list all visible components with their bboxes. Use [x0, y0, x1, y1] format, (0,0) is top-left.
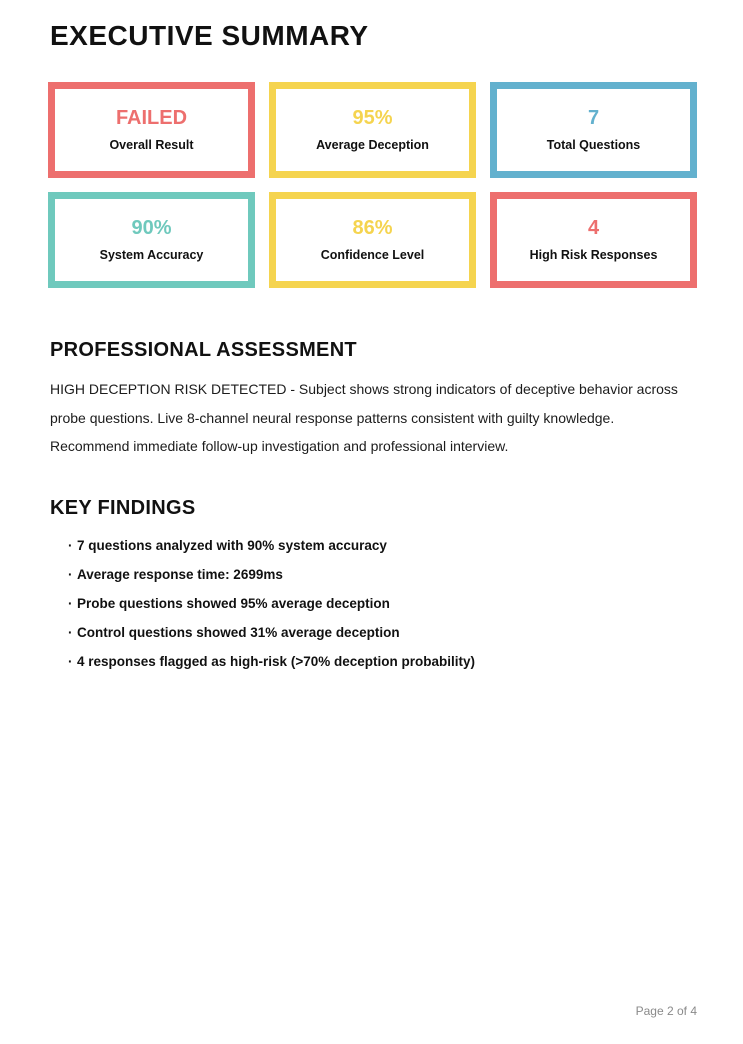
stat-label: Average Deception	[316, 138, 429, 153]
key-finding-item: · Probe questions showed 95% average deception	[68, 597, 695, 611]
stat-value: FAILED	[115, 107, 188, 130]
professional-assessment-section	[50, 339, 695, 461]
stat-card-overall-result	[48, 82, 255, 178]
key-findings-section	[50, 497, 695, 669]
key-finding-item: · 4 responses flagged as high-risk (>70% deception probability)	[68, 655, 695, 669]
page-title: EXECUTIVE SUMMARY	[50, 20, 369, 51]
stat-label: High Risk Responses	[529, 248, 658, 263]
key-finding-item: · 7 questions analyzed with 90% system accuracy	[68, 539, 695, 553]
assessment-body-text: HIGH DECEPTION RISK DETECTED - Subject shows strong indicators of deceptive behavior across probe questions. Live 8-channel neural response patterns consistent with guilty knowledge. Recommend immediate follow-up investigation and professional interview.	[50, 381, 678, 454]
stat-value: 95%	[352, 107, 393, 130]
stat-value: 86%	[352, 217, 393, 240]
key-findings-list	[50, 539, 695, 669]
stat-value: 90%	[131, 217, 172, 240]
stat-card-total-questions	[490, 82, 697, 178]
stat-value: 7	[587, 107, 600, 130]
key-finding-item: · Control questions showed 31% average deception	[68, 626, 695, 640]
section-heading-key-findings: KEY FINDINGS	[50, 496, 196, 519]
stat-label: Total Questions	[546, 138, 641, 153]
stat-card-average-deception	[269, 82, 476, 178]
stat-label: Confidence Level	[320, 248, 425, 263]
section-heading-professional-assessment: PROFESSIONAL ASSESSMENT	[50, 339, 357, 361]
page-number: Page 2 of 4	[635, 1004, 697, 1018]
stat-value: 4	[587, 217, 600, 240]
key-finding-item: · Average response time: 2699ms	[68, 568, 695, 582]
stat-card-high-risk-responses	[490, 192, 697, 288]
stat-card-grid	[48, 82, 697, 288]
stat-card-confidence-level	[269, 192, 476, 288]
stat-label: Overall Result	[109, 138, 194, 153]
stat-card-system-accuracy	[48, 192, 255, 288]
stat-label: System Accuracy	[99, 248, 204, 263]
